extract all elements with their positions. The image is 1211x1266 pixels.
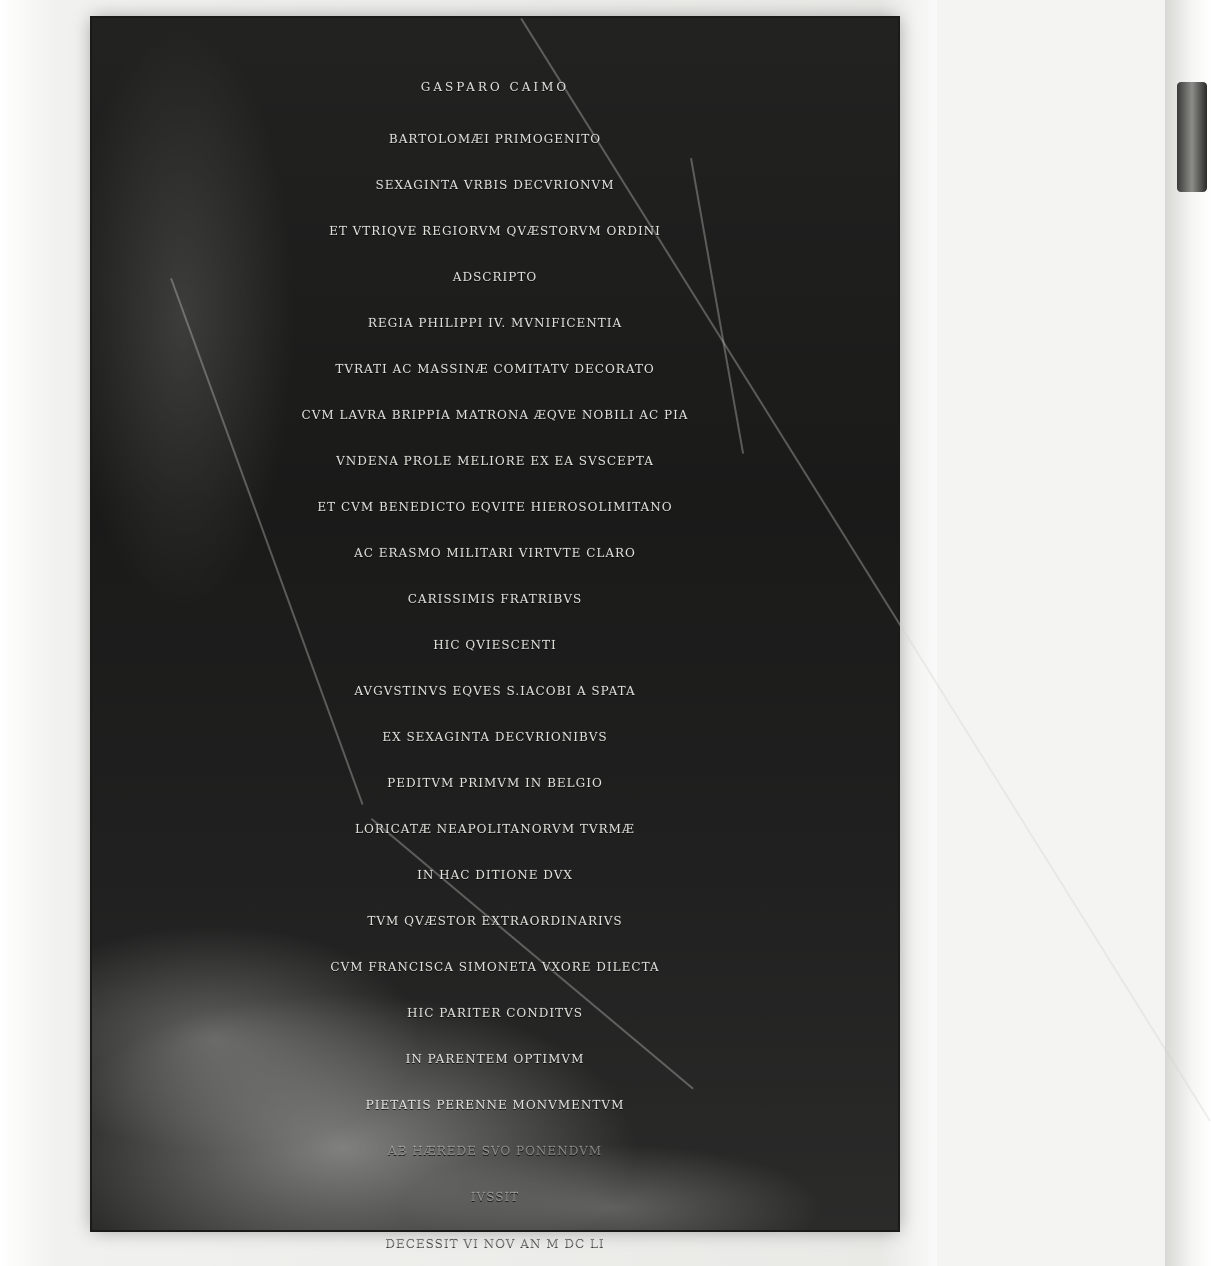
inscription-line: TVRATI AC MASSINÆ COMITATV DECORATO [335, 362, 655, 376]
inscription-line: LORICATÆ NEAPOLITANORVM TVRMÆ [355, 822, 635, 836]
inscription-text [92, 58, 898, 1266]
inscription-line: SEXAGINTA VRBIS DECVRIONVM [375, 178, 615, 192]
inscription-line: PIETATIS PERENNE MONVMENTVM [365, 1098, 625, 1112]
inscription-line: CVM LAVRA BRIPPIA MATRONA ÆQVE NOBILI AC PIA [301, 408, 689, 422]
inscription-line: ADSCRIPTO [452, 270, 538, 284]
inscription-line: HIC QVIESCENTI [433, 638, 557, 652]
metal-bracket [1177, 82, 1207, 192]
marble-slab [92, 18, 898, 1250]
inscription-line: IVSSIT [470, 1190, 520, 1204]
inscription-line: IN HAC DITIONE DVX [417, 868, 573, 882]
inscription-line: VNDENA PROLE MELIORE EX EA SVSCEPTA [336, 454, 654, 468]
inscription-line: PEDITVM PRIMVM IN BELGIO [387, 776, 603, 790]
inscription-line: HIC PARITER CONDITVS [407, 1006, 583, 1020]
inscription-line: CARISSIMIS FRATRIBVS [407, 592, 583, 606]
inscription-line: CVM FRANCISCA SIMONETA VXORE DILECTA [330, 960, 660, 974]
inscription-line: ET CVM BENEDICTO EQVITE HIEROSOLIMITANO [317, 500, 673, 514]
inscription-line: DECESSIT VI NOV AN M DC LI [385, 1236, 605, 1250]
inscription-line: TVM QVÆSTOR EXTRAORDINARIVS [367, 914, 623, 928]
inscription-line: IN PARENTEM OPTIMVM [405, 1052, 585, 1066]
inscription-line: AB HÆREDE SVO PONENDVM [387, 1144, 603, 1158]
inscription-line: ET VTRIQVE REGIORVM QVÆSTORVM ORDINI [329, 224, 661, 238]
inscription-line: AC ERASMO MILITARI VIRTVTE CLARO [354, 546, 636, 560]
inscription-line: GASPARO CAIMO [420, 80, 570, 94]
inscription-line: REGIA PHILIPPI IV. MVNIFICENTIA [367, 316, 623, 330]
inscription-line: BARTOLOMÆI PRIMOGENITO [388, 132, 602, 146]
inscription-line: EX SEXAGINTA DECVRIONIBVS [382, 730, 608, 744]
inscription-line: AVGVSTINVS EQVES S.IACOBI A SPATA [354, 684, 636, 698]
